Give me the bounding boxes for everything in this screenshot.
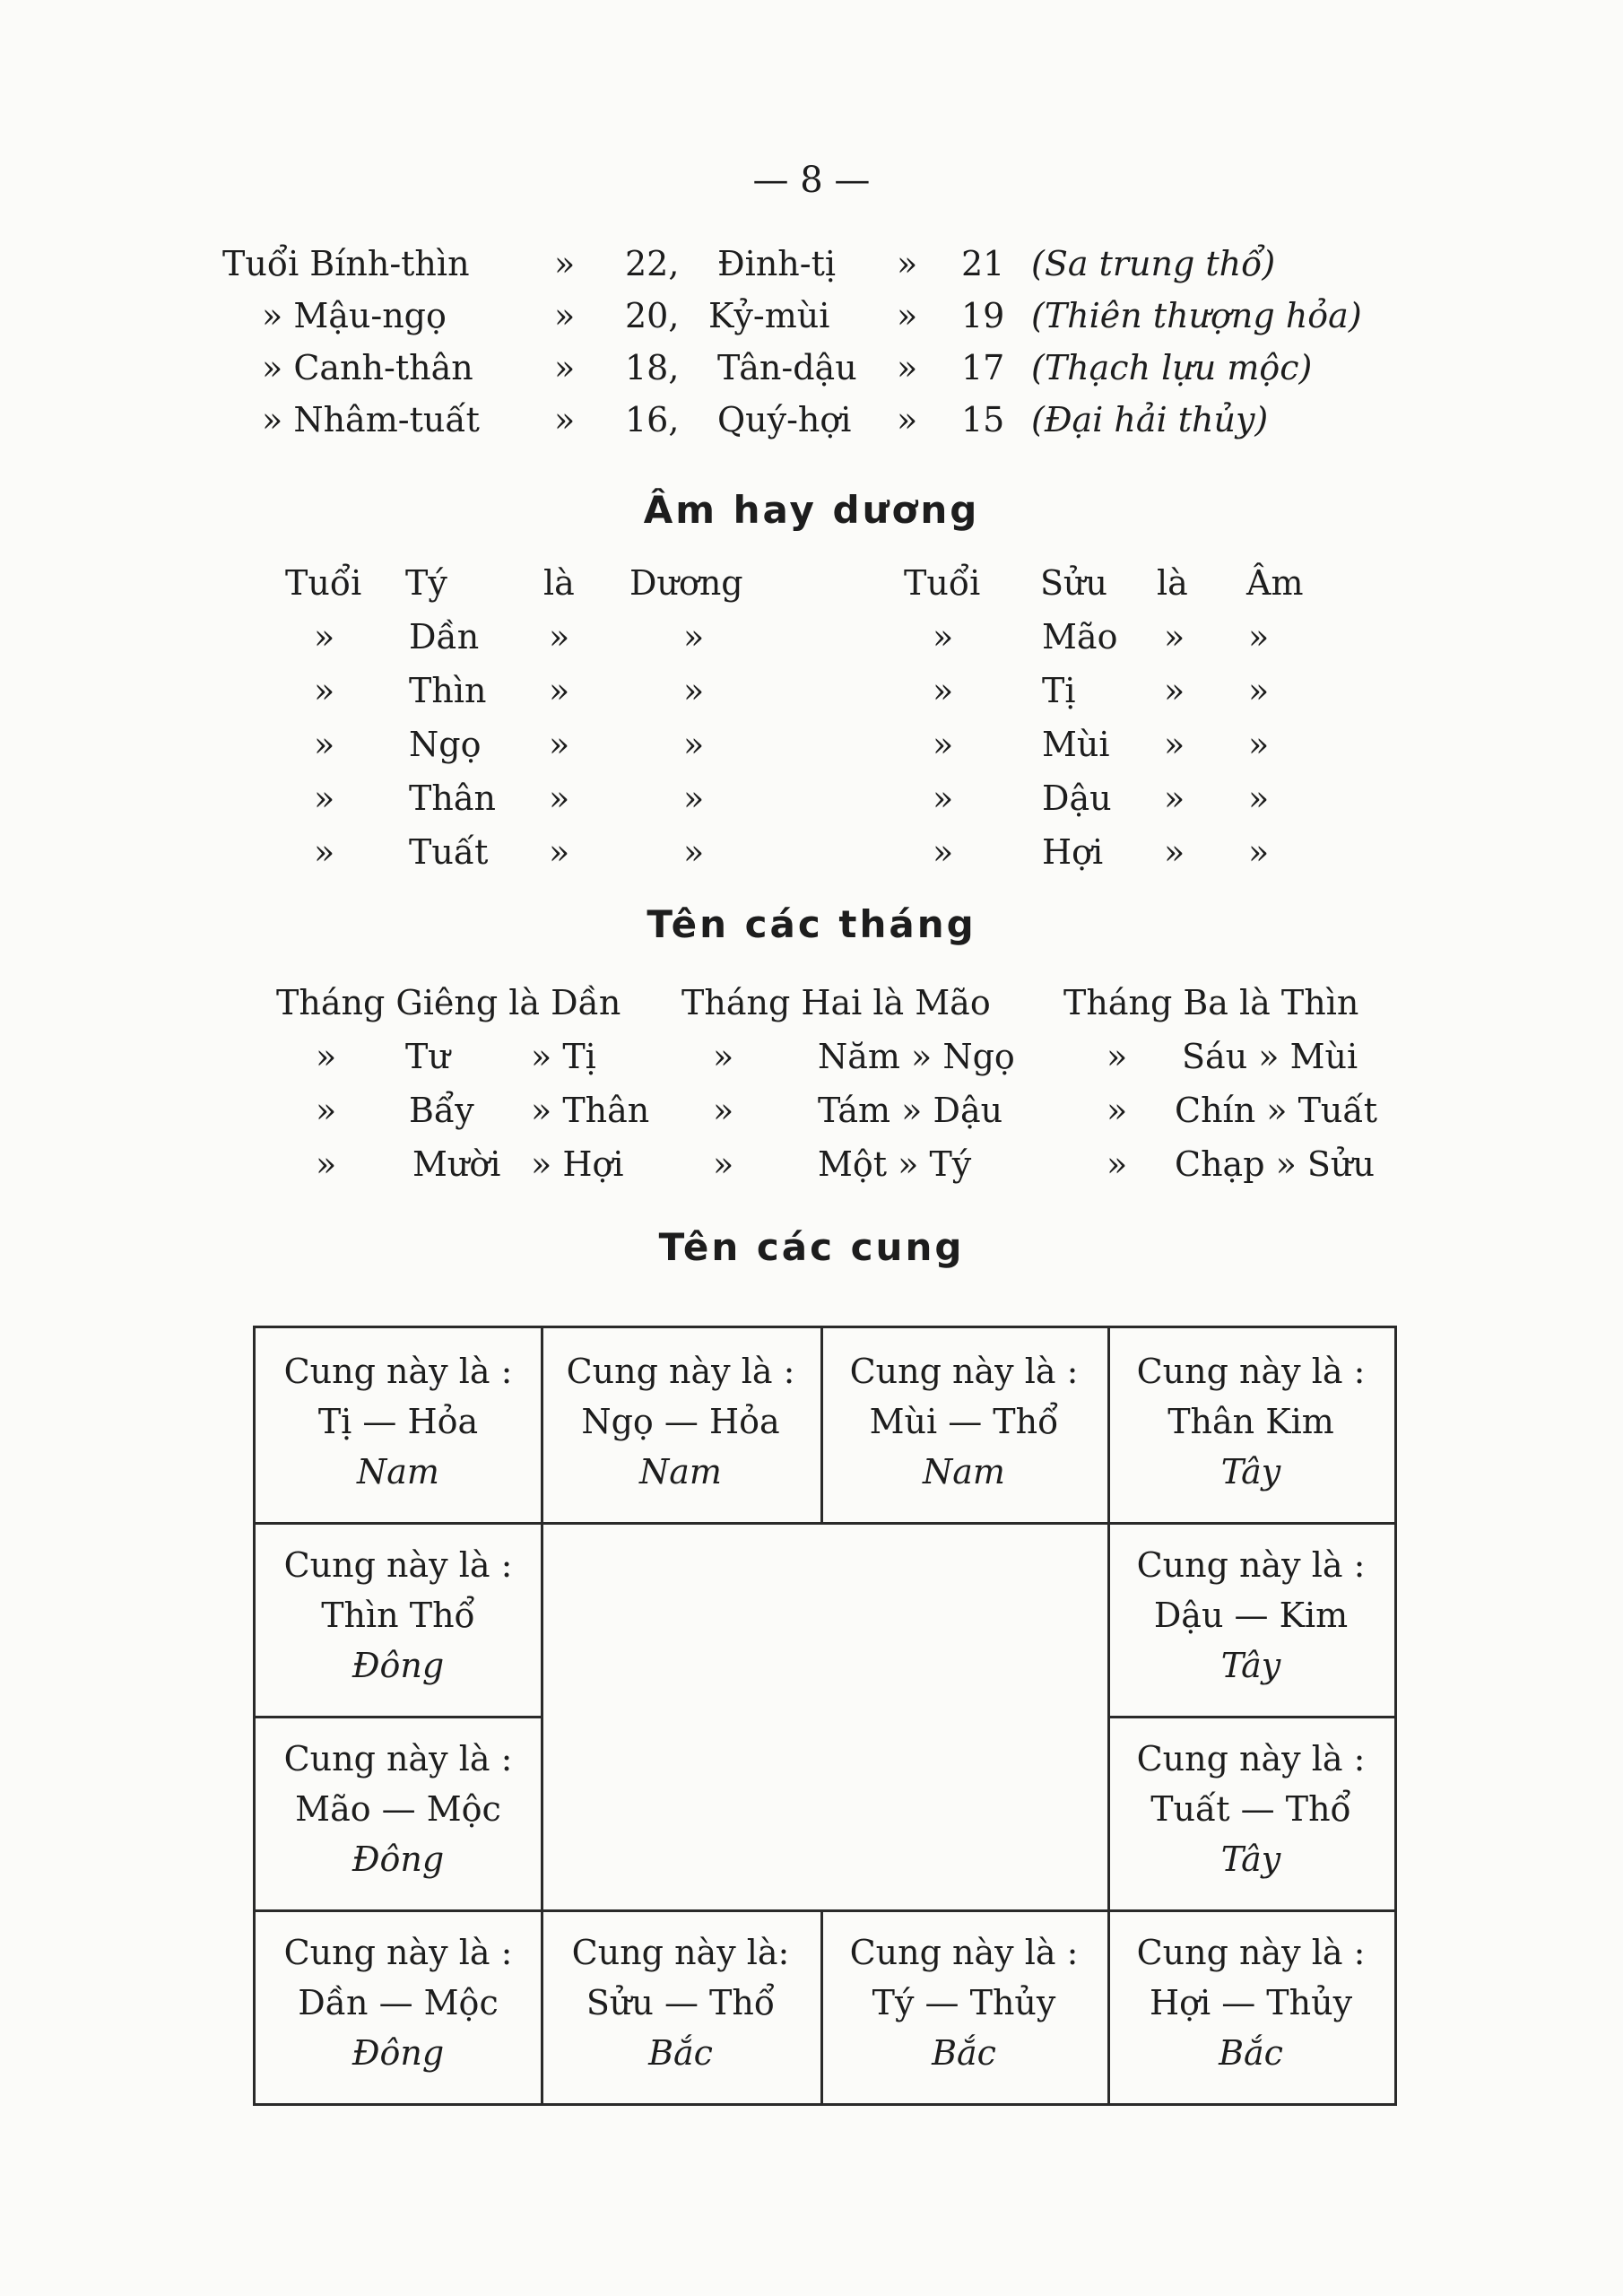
cung-direction: Đông [352, 1646, 445, 1685]
ditto-mark: » [554, 296, 576, 335]
cung-label: Cung này là : [1136, 1352, 1366, 1391]
cung-direction: Nam [923, 1452, 1005, 1492]
cung-direction: Tây [1220, 1452, 1281, 1492]
cung-cell-ty [820, 1909, 1107, 2103]
cell: » [549, 778, 570, 818]
cung-cell-ti [256, 1328, 541, 1522]
cell: Tuổi [285, 563, 362, 603]
cell: Tị [1042, 671, 1076, 710]
age-pair-first: » Canh-thân [262, 348, 473, 387]
cung-label: Cung này là : [849, 1352, 1079, 1391]
cell: » [314, 778, 335, 818]
cell: Tuổi [904, 563, 981, 603]
ditto-mark: » [1107, 1144, 1128, 1184]
cung-cell-than [1107, 1328, 1394, 1522]
cung-branch: Thìn Thổ [321, 1596, 475, 1635]
cung-branch: Hợi — Thủy [1149, 1983, 1353, 2022]
am-duong-row [0, 832, 1623, 883]
month-entry: Tháng Giêng là Dần [276, 983, 621, 1022]
month-branch: » Hợi [531, 1144, 624, 1184]
cung-branch: Tuất — Thổ [1150, 1789, 1351, 1829]
cung-cell-mao [256, 1716, 541, 1909]
cung-label: Cung này là : [283, 1739, 513, 1779]
cell: là [1157, 563, 1188, 603]
cell: » [933, 778, 954, 818]
cell: » [933, 832, 954, 872]
cell: là [543, 563, 575, 603]
cung-direction: Bắc [648, 2033, 713, 2073]
month-name: Bẩy [409, 1091, 474, 1130]
cung-branch: Mão — Mộc [295, 1789, 501, 1829]
age-number: 15 [961, 400, 1005, 439]
cung-branch: Ngọ — Hỏa [581, 1402, 780, 1441]
cung-label: Cung này là : [283, 1933, 513, 1972]
cung-cell-ngo [541, 1328, 820, 1522]
cung-branch: Mùi — Thổ [869, 1402, 1059, 1441]
element-name: (Thiên thượng hỏa) [1031, 296, 1362, 335]
age-number: 16, [625, 400, 680, 439]
am-duong-row [0, 563, 1623, 613]
age-pair-second: Kỷ-mùi [708, 296, 830, 335]
cung-direction: Nam [357, 1452, 439, 1492]
element-name: (Đại hải thủy) [1031, 400, 1269, 439]
section-heading-cung: Tên các cung [658, 1225, 965, 1269]
ditto-mark: » [897, 244, 918, 283]
cung-cell-tuat [1107, 1716, 1394, 1909]
cung-grid [253, 1326, 1397, 2106]
age-number: 22, [625, 244, 680, 283]
cung-cell-suu [541, 1909, 820, 2103]
month-entry: Chín » Tuất [1175, 1091, 1377, 1130]
nap-am-row [0, 400, 1623, 450]
cell: » [1248, 671, 1270, 710]
month-name: Tư [405, 1037, 450, 1076]
age-number: 20, [625, 296, 680, 335]
month-entry: Tháng Hai là Mão [681, 983, 991, 1022]
am-duong-row [0, 671, 1623, 721]
cell: » [683, 671, 705, 710]
cell: » [1164, 725, 1185, 764]
cung-cell-dan [256, 1909, 541, 2103]
cung-cell-hoi [1107, 1909, 1394, 2103]
cell: » [933, 617, 954, 657]
age-pair-second: Quý-hợi [717, 400, 852, 439]
ditto-mark: » [316, 1144, 337, 1184]
cell: » [549, 725, 570, 764]
ditto-mark: » [554, 348, 576, 387]
cell: Mão [1042, 617, 1118, 657]
cell: » [549, 671, 570, 710]
ditto-mark: » [713, 1037, 734, 1076]
cung-label: Cung này là: [571, 1933, 790, 1972]
cung-direction: Đông [352, 2033, 445, 2073]
element-name: (Thạch lựu mộc) [1031, 348, 1313, 387]
month-entry: Tháng Ba là Thìn [1063, 983, 1359, 1022]
cung-cell-thin [256, 1522, 541, 1716]
cung-direction: Tây [1220, 1839, 1281, 1879]
cung-direction: Đông [352, 1839, 445, 1879]
cung-branch: Dần — Mộc [298, 1983, 499, 2022]
ditto-mark: » [554, 244, 576, 283]
am-duong-row [0, 617, 1623, 667]
age-pair-second: Tân-dậu [717, 348, 857, 387]
cell: » [314, 832, 335, 872]
cell: » [1164, 778, 1185, 818]
age-pair-first: Tuổi Bính-thìn [222, 244, 470, 283]
page-number: — 8 — [752, 160, 871, 201]
cung-label: Cung này là : [1136, 1739, 1366, 1779]
cell: Dương [629, 563, 743, 603]
cell: Tý [405, 563, 447, 603]
cell: Ngọ [409, 725, 482, 764]
cung-branch: Tị — Hỏa [317, 1402, 479, 1441]
age-pair-second: Đinh-tị [717, 244, 837, 283]
thang-row [0, 983, 1623, 1033]
cell: Thân [409, 778, 496, 818]
cell: » [933, 671, 954, 710]
cell: Thìn [409, 671, 487, 710]
cell: » [1248, 832, 1270, 872]
cung-direction: Bắc [932, 2033, 996, 2073]
section-heading-thang: Tên các tháng [647, 902, 976, 946]
section-heading-am-duong: Âm hay dương [643, 488, 980, 532]
am-duong-row [0, 725, 1623, 775]
cell: Tuất [409, 832, 489, 872]
month-branch: » Tị [531, 1037, 596, 1076]
cell: Dần [409, 617, 480, 657]
month-entry: Một » Tý [818, 1144, 972, 1184]
cell: » [683, 617, 705, 657]
cung-direction: Tây [1220, 1646, 1281, 1685]
am-duong-row [0, 778, 1623, 829]
ditto-mark: » [1107, 1037, 1128, 1076]
cung-branch: Sửu — Thổ [586, 1983, 776, 2022]
month-entry: Sáu » Mùi [1182, 1037, 1358, 1076]
month-branch: » Thân [531, 1091, 650, 1130]
cell: » [683, 725, 705, 764]
cung-cell-dau [1107, 1522, 1394, 1716]
age-number: 17 [961, 348, 1005, 387]
cell: » [314, 671, 335, 710]
cung-direction: Nam [639, 1452, 722, 1492]
ditto-mark: » [554, 400, 576, 439]
cung-label: Cung này là : [283, 1545, 513, 1585]
cell: » [549, 832, 570, 872]
age-number: 21 [961, 244, 1005, 283]
thang-row [0, 1144, 1623, 1195]
cell: » [1164, 671, 1185, 710]
cung-cell-mui [820, 1328, 1107, 1522]
cell: » [1164, 832, 1185, 872]
cell: Âm [1246, 563, 1304, 603]
cung-branch: Thân Kim [1167, 1402, 1334, 1441]
element-name: (Sa trung thổ) [1031, 244, 1276, 283]
nap-am-row [0, 348, 1623, 398]
cell: Mùi [1042, 725, 1110, 764]
ditto-mark: » [897, 296, 918, 335]
age-number: 19 [961, 296, 1005, 335]
ditto-mark: » [316, 1091, 337, 1130]
cell: » [933, 725, 954, 764]
cung-branch: Tý — Thủy [872, 1983, 1056, 2022]
nap-am-row [0, 244, 1623, 294]
cell: » [1248, 725, 1270, 764]
cell: Dậu [1042, 778, 1112, 818]
ditto-mark: » [897, 348, 918, 387]
cell: » [1164, 617, 1185, 657]
ditto-mark: » [713, 1144, 734, 1184]
thang-row [0, 1037, 1623, 1087]
cung-direction: Bắc [1219, 2033, 1283, 2073]
cung-branch: Dậu — Kim [1153, 1596, 1349, 1635]
cell: » [683, 778, 705, 818]
thang-row [0, 1091, 1623, 1141]
month-entry: Năm » Ngọ [818, 1037, 1015, 1076]
cell: » [1248, 778, 1270, 818]
age-pair-first: » Mậu-ngọ [262, 296, 447, 335]
cell: » [549, 617, 570, 657]
age-pair-first: » Nhâm-tuất [262, 400, 480, 439]
cung-label: Cung này là : [1136, 1933, 1366, 1972]
cell: Sửu [1040, 563, 1107, 603]
cell: » [314, 725, 335, 764]
cell: Hợi [1042, 832, 1104, 872]
cell: » [683, 832, 705, 872]
cung-label: Cung này là : [1136, 1545, 1366, 1585]
cung-label: Cung này là : [566, 1352, 795, 1391]
month-entry: Chạp » Sửu [1175, 1144, 1375, 1184]
ditto-mark: » [1107, 1091, 1128, 1130]
ditto-mark: » [316, 1037, 337, 1076]
ditto-mark: » [897, 400, 918, 439]
age-number: 18, [625, 348, 680, 387]
cung-label: Cung này là : [283, 1352, 513, 1391]
nap-am-row [0, 296, 1623, 346]
month-name: Mười [412, 1144, 501, 1184]
cell: » [314, 617, 335, 657]
cung-label: Cung này là : [849, 1933, 1079, 1972]
cell: » [1248, 617, 1270, 657]
ditto-mark: » [713, 1091, 734, 1130]
month-entry: Tám » Dậu [818, 1091, 1003, 1130]
